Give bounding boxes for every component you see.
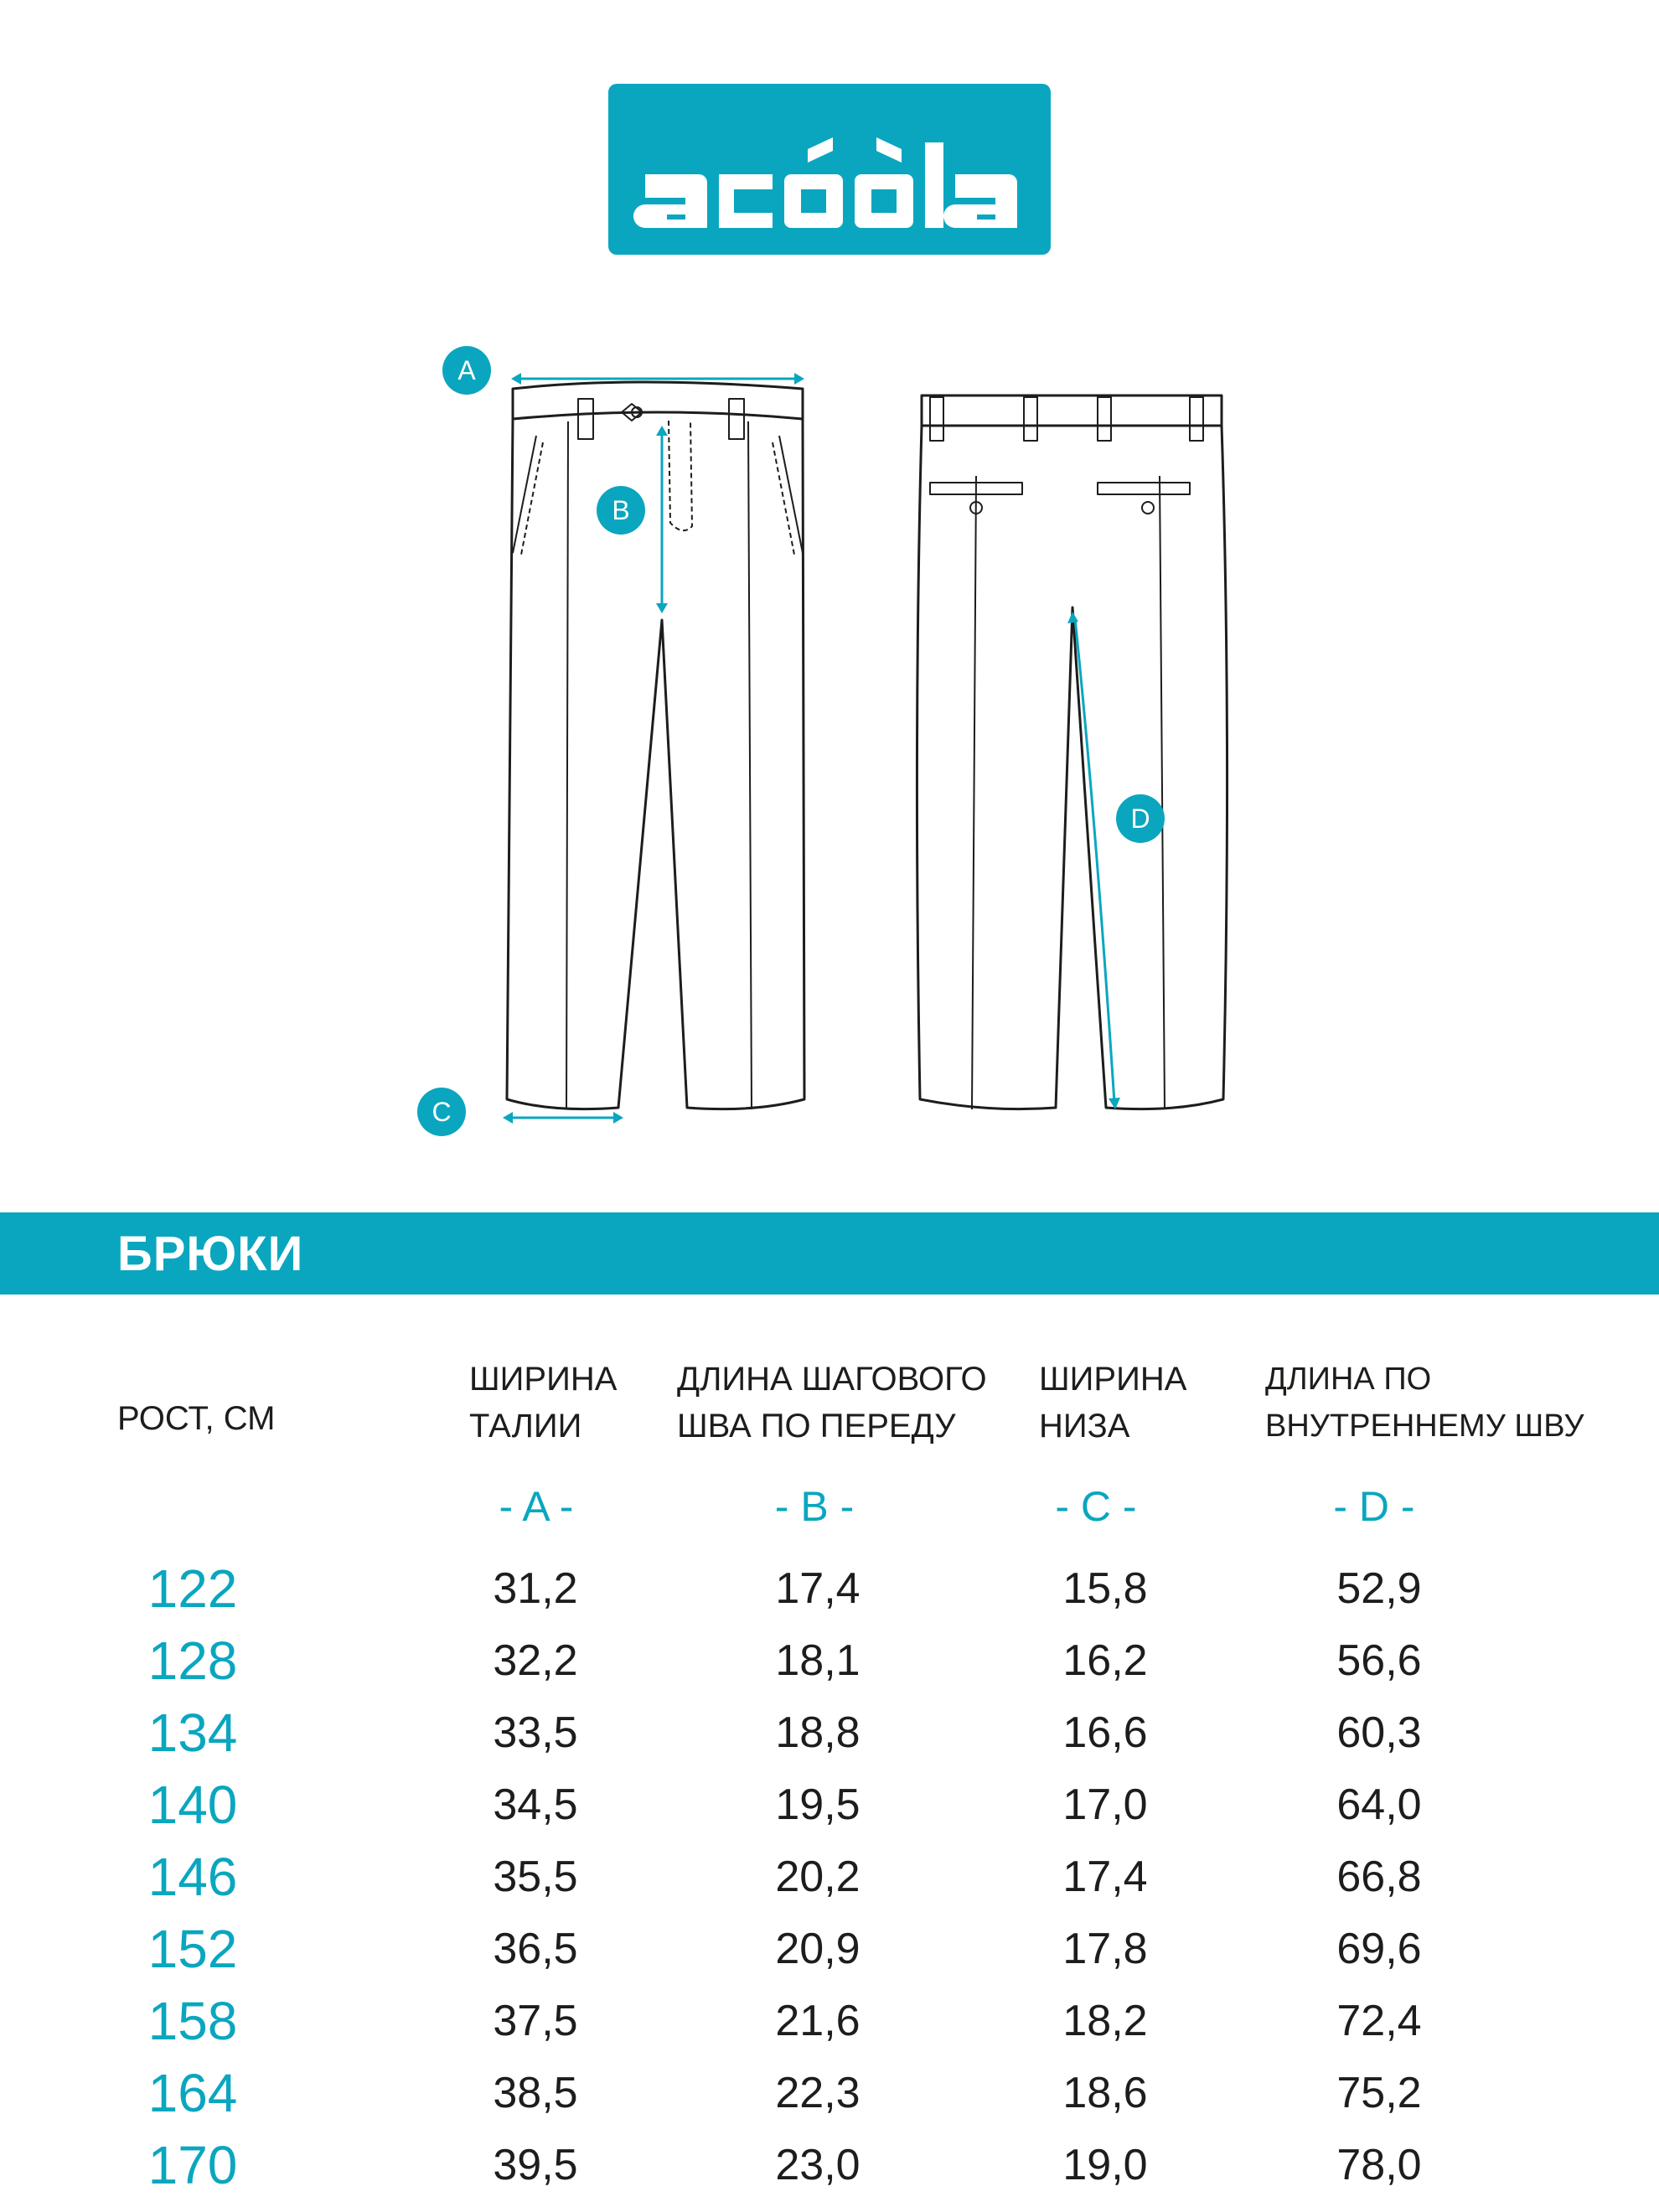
section-title: БРЮКИ	[117, 1227, 304, 1281]
column-d-letter: - D -	[1333, 1483, 1415, 1530]
height-cell: 146	[147, 1847, 238, 1907]
column-b-header	[677, 1356, 987, 1450]
c-cell: 18,2	[1062, 1997, 1148, 2045]
b-cell: 17,4	[775, 1564, 861, 1613]
d-cell: 78,0	[1336, 2141, 1422, 2189]
b-cell: 18,8	[775, 1708, 861, 1757]
a-cell: 38,5	[493, 2069, 578, 2117]
d-cell: 60,3	[1336, 1708, 1422, 1757]
a-cell: 31,2	[493, 1564, 578, 1613]
height-cell: 152	[147, 1919, 238, 1979]
c-cell: 15,8	[1062, 1564, 1148, 1613]
label-b-circle: B	[597, 486, 645, 535]
height-cell: 128	[147, 1631, 238, 1691]
c-cell: 16,6	[1062, 1708, 1148, 1757]
column-b-letter: - B -	[774, 1483, 855, 1530]
column-d-header	[1265, 1356, 1584, 1450]
logo-wordmark	[608, 84, 1051, 255]
b-cell: 20,2	[775, 1853, 861, 1901]
a-cell: 39,5	[493, 2141, 578, 2189]
column-c-header-line1: ШИРИНА	[1039, 1361, 1187, 1398]
a-cell: 32,2	[493, 1636, 578, 1685]
table-row	[0, 1631, 1659, 1703]
height-cell: 158	[147, 1991, 238, 2051]
c-cell: 17,8	[1062, 1925, 1148, 1973]
column-b-header-line1: ДЛИНА ШАГОВОГО	[677, 1361, 987, 1398]
section-banner	[0, 1212, 1659, 1295]
trousers-sketch	[0, 318, 1659, 1156]
c-cell: 18,6	[1062, 2069, 1148, 2117]
c-cell: 17,4	[1062, 1853, 1148, 1901]
label-c-circle: C	[417, 1088, 466, 1136]
table-row	[0, 1559, 1659, 1631]
table-row	[0, 1848, 1659, 1920]
height-cell: 170	[147, 2135, 238, 2195]
trousers-diagram	[0, 318, 1659, 1156]
b-cell: 23,0	[775, 2141, 861, 2189]
a-cell: 35,5	[493, 1853, 578, 1901]
column-a-header	[469, 1356, 617, 1450]
table-row	[0, 2136, 1659, 2208]
column-d-header-line1: ДЛИНА ПО	[1265, 1362, 1432, 1397]
back-outline	[917, 426, 1227, 1109]
column-a-header-line2: ТАЛИИ	[469, 1408, 582, 1445]
height-cell: 134	[147, 1703, 238, 1763]
c-cell: 16,2	[1062, 1636, 1148, 1685]
column-c-letter: - C -	[1055, 1483, 1137, 1530]
d-cell: 66,8	[1336, 1853, 1422, 1901]
b-cell: 21,6	[775, 1997, 861, 2045]
table-row	[0, 1992, 1659, 2064]
column-b-header-line2: ШВА ПО ПЕРЕДУ	[677, 1408, 956, 1445]
b-cell: 19,5	[775, 1780, 861, 1829]
column-c-header-line2: НИЗА	[1039, 1408, 1130, 1445]
d-cell: 72,4	[1336, 1997, 1422, 2045]
a-cell: 34,5	[493, 1780, 578, 1829]
column-a-letter: - A -	[499, 1483, 574, 1530]
c-cell: 19,0	[1062, 2141, 1148, 2189]
height-cell: 122	[147, 1558, 238, 1619]
a-cell: 33,5	[493, 1708, 578, 1757]
c-cell: 17,0	[1062, 1780, 1148, 1829]
table-row	[0, 1703, 1659, 1775]
a-cell: 37,5	[493, 1997, 578, 2045]
height-cell: 140	[147, 1775, 238, 1835]
column-a-header-line1: ШИРИНА	[469, 1361, 618, 1398]
front-outline	[507, 419, 804, 1109]
height-column-header: РОСТ, СМ	[117, 1400, 276, 1437]
d-cell: 52,9	[1336, 1564, 1422, 1613]
column-d-header-line2: ВНУТРЕННЕМУ ШВУ	[1265, 1408, 1584, 1444]
measure-d-arrow	[1075, 618, 1114, 1103]
table-row	[0, 1920, 1659, 1992]
front-waistband	[513, 382, 803, 419]
b-cell: 18,1	[775, 1636, 861, 1685]
table-row	[0, 1775, 1659, 1848]
brand-logo	[608, 84, 1051, 255]
d-cell: 64,0	[1336, 1780, 1422, 1829]
d-cell: 56,6	[1336, 1636, 1422, 1685]
back-waistband	[922, 395, 1222, 426]
column-c-header	[1039, 1356, 1186, 1450]
d-cell: 69,6	[1336, 1925, 1422, 1973]
height-cell: 164	[147, 2063, 238, 2123]
b-cell: 20,9	[775, 1925, 861, 1973]
a-cell: 36,5	[493, 1925, 578, 1973]
b-cell: 22,3	[775, 2069, 861, 2117]
label-a-circle: A	[442, 346, 491, 395]
label-d-circle: D	[1116, 794, 1165, 843]
d-cell: 75,2	[1336, 2069, 1422, 2117]
table-row	[0, 2064, 1659, 2136]
